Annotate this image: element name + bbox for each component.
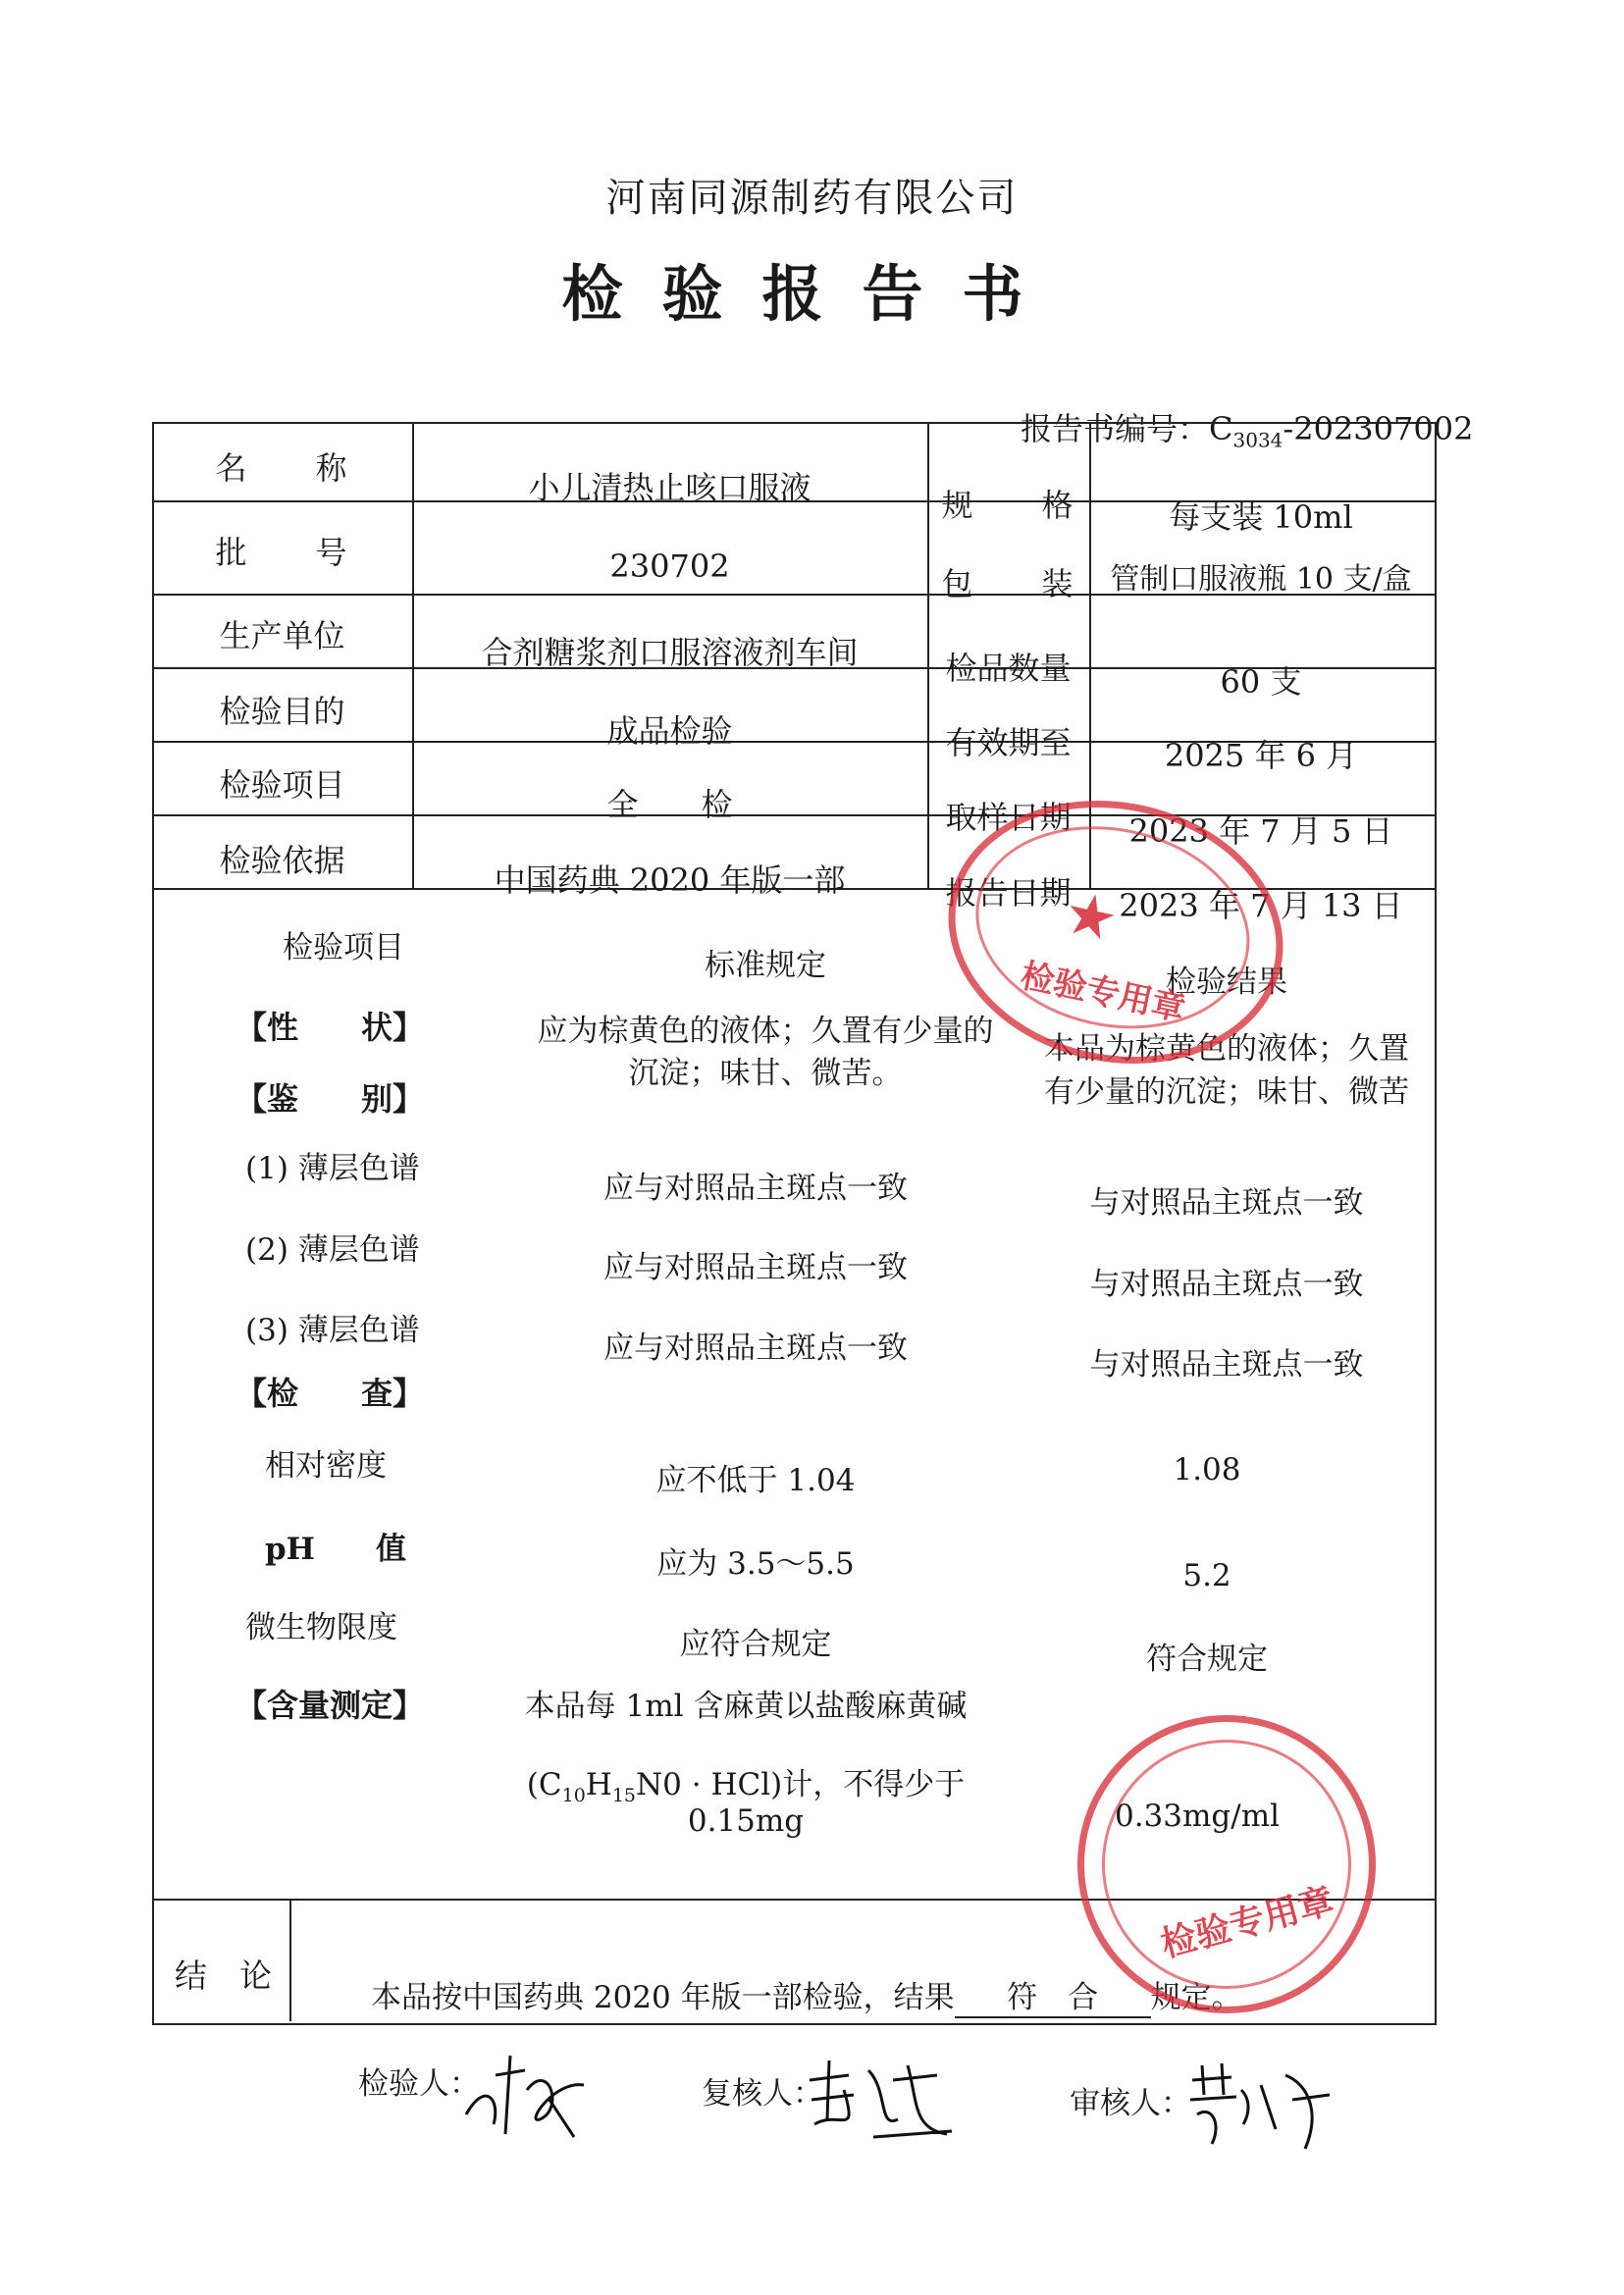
- qty-value: 60 支: [1220, 663, 1302, 701]
- ph-result: 5.2: [1182, 1558, 1231, 1593]
- tlc1-result: 与对照品主斑点一致: [1089, 1185, 1364, 1221]
- assay-standard-line1: 本品每 1ml 含麻黄以盐酸麻黄碱: [524, 1689, 968, 1724]
- ph-standard: 应为 3.5～5.5: [656, 1546, 855, 1582]
- name-value: 小儿清热止咳口服液: [528, 469, 812, 506]
- sample-date-value: 2023 年 7 月 5 日: [1128, 812, 1393, 850]
- assay-standard-line2: $(C_{10}H_{15}N0 \cdot HCl)$计，不得少于: [526, 1767, 966, 1807]
- auditor-signature: [1182, 2056, 1339, 2154]
- reviewer-signature: [800, 2051, 957, 2149]
- section-appearance: 【性 状】: [236, 1009, 425, 1046]
- report-number-prefix: C: [1209, 410, 1233, 447]
- report-date-label: 报告日期: [945, 874, 1072, 912]
- conclusion-text: 本品按中国药典 2020 年版一部检验，结果 符 合 规定。: [371, 1972, 1242, 2018]
- micro-standard: 应符合规定: [679, 1627, 832, 1662]
- appearance-result-line1: 本品为棕黄色的液体；久置: [1044, 1031, 1409, 1067]
- company-name: 河南同源制药有限公司: [605, 176, 1019, 221]
- report-number-sub: 3034: [1232, 428, 1283, 452]
- pack-label: 包 装: [941, 565, 1075, 602]
- assay-standard-line3: 0.15mg: [687, 1803, 805, 1839]
- tlc2-result: 与对照品主斑点一致: [1089, 1267, 1364, 1302]
- appearance-result-line2: 有少量的沉淀；味甘、微苦: [1044, 1074, 1409, 1110]
- spec-value: 每支装 10ml: [1169, 498, 1353, 536]
- tlc3-result: 与对照品主斑点一致: [1089, 1347, 1364, 1382]
- qty-label: 检品数量: [945, 650, 1072, 687]
- tlc3-standard: 应与对照品主斑点一致: [603, 1330, 908, 1366]
- assay-result: 0.33mg/ml: [1114, 1799, 1281, 1834]
- basis-label: 检验依据: [219, 842, 345, 879]
- expiry-value: 2025 年 6 月: [1164, 737, 1358, 774]
- micro-label: 微生物限度: [245, 1610, 397, 1645]
- batch-label: 批 号: [215, 534, 349, 571]
- basis-value: 中国药典 2020 年版一部: [494, 861, 846, 899]
- seal-text: 检验专用章: [1017, 956, 1189, 1029]
- density-label: 相对密度: [265, 1448, 387, 1484]
- item-label: 检验项目: [219, 766, 345, 804]
- col-header-result: 检验结果: [1166, 965, 1287, 1000]
- unit-value: 合剂糖浆剂口服溶液剂车间: [481, 634, 859, 671]
- pack-value: 管制口服液瓶 10 支/盒: [1110, 562, 1412, 597]
- report-number-label: 报告书编号：: [1021, 410, 1210, 447]
- conclusion-label: 结 论: [175, 1956, 272, 1995]
- section-assay: 【含量测定】: [236, 1687, 425, 1724]
- tlc1-label: (1) 薄层色谱: [245, 1151, 420, 1186]
- tlc1-standard: 应与对照品主斑点一致: [603, 1171, 908, 1206]
- item-value: 全 检: [606, 786, 733, 823]
- name-label: 名 称: [215, 449, 349, 487]
- tlc3-label: (3) 薄层色谱: [245, 1313, 420, 1348]
- unit-label: 生产单位: [219, 617, 345, 654]
- micro-result: 符合规定: [1146, 1642, 1268, 1677]
- expiry-label: 有效期至: [945, 724, 1072, 761]
- section-checks: 【检 查】: [236, 1375, 425, 1412]
- purpose-value: 成品检验: [606, 712, 733, 750]
- ph-label: pH 值: [265, 1532, 406, 1567]
- tlc2-standard: 应与对照品主斑点一致: [603, 1250, 908, 1285]
- density-result: 1.08: [1173, 1452, 1241, 1487]
- seal-star-icon: ★: [1058, 877, 1125, 957]
- document-title: 检验报告书: [561, 258, 1063, 330]
- appearance-standard-line2: 沉淀；味甘、微苦。: [628, 1056, 903, 1091]
- reviewer-label: 复核人：: [702, 2076, 823, 2112]
- purpose-label: 检验目的: [219, 693, 345, 730]
- report-number-suffix: -202307002: [1283, 410, 1474, 447]
- col-header-item: 检验项目: [283, 930, 404, 965]
- density-standard: 应不低于 1.04: [655, 1463, 856, 1498]
- section-identification: 【鉴 别】: [236, 1080, 425, 1118]
- auditor-label: 审核人：: [1070, 2086, 1191, 2121]
- spec-label: 规 格: [941, 487, 1075, 524]
- inspector-label: 检验人：: [358, 2066, 480, 2102]
- appearance-standard-line1: 应为棕黄色的液体；久置有少量的: [537, 1014, 994, 1049]
- seal-text: 检验专用章: [1157, 1880, 1338, 1966]
- col-header-standard: 标准规定: [705, 948, 826, 983]
- col-divider: [289, 1899, 291, 2021]
- tlc2-label: (2) 薄层色谱: [245, 1232, 420, 1268]
- batch-value: 230702: [609, 548, 730, 585]
- sample-date-label: 取样日期: [945, 799, 1072, 836]
- report-date-value: 2023 年 7 月 13 日: [1119, 887, 1403, 924]
- inspector-signature: [456, 2041, 594, 2149]
